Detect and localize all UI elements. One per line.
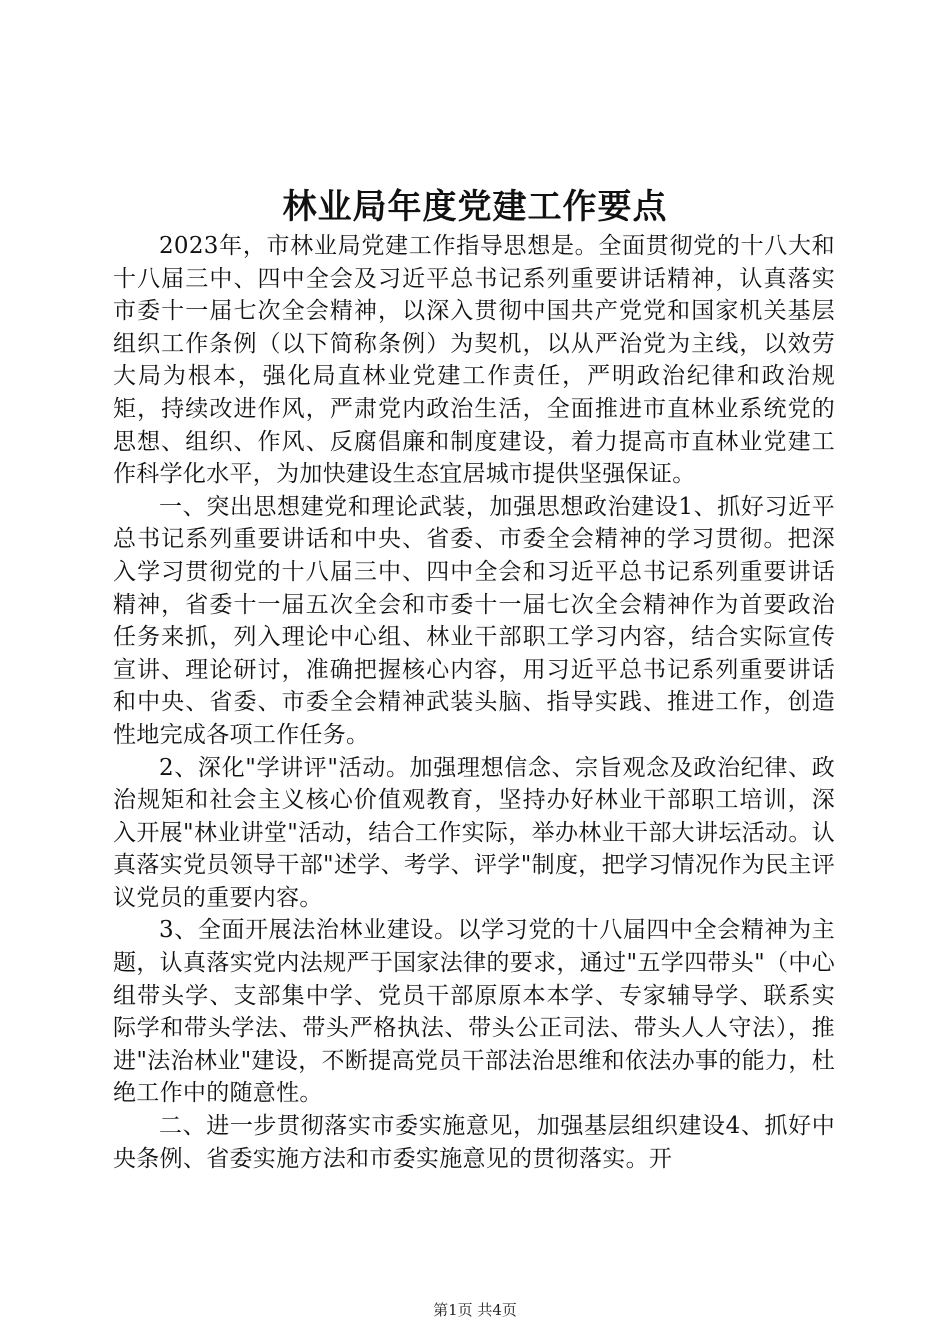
- paragraph-item-two: 2、深化"学讲评"活动。加强理想信念、宗旨观念及政治纪律、政治规矩和社会主义核心价值观教育，坚持办好林业干部职工培训，深入开展"林业讲堂"活动，结合工作实际，举办林业干部大讲坛活动。认真落实党员领导干部"述学、考学、评学"制度，把学习情况作为民主评议党员的重要内容。: [113, 754, 835, 911]
- paragraph-section-one: 一、突出思想建党和理论武装，加强思想政治建设1、抓好习近平总书记系列重要讲话和中央、省委、市委全会精神的学习贯彻。把深入学习贯彻党的十八届三中、四中全会和习近平总书记系列重要讲话精神，省委十一届五次全会和市委十一届七次全会精神作为首要政治任务来抓，列入理论中心组、林业干部职工学习内容，结合实际宣传宣讲、理论研讨，准确把握核心内容，用习近平总书记系列重要讲话和中央、省委、市委全会精神武装头脑、指导实践、推进工作，创造性地完成各项工作任务。: [113, 493, 835, 748]
- paragraph-section-two: 二、进一步贯彻落实市委实施意见，加强基层组织建设4、抓好中央条例、省委实施方法和市委实施意见的贯彻落实。开: [113, 1113, 835, 1172]
- document-body: [113, 230, 835, 1175]
- paragraph-item-three: 3、全面开展法治林业建设。以学习党的十八届四中全会精神为主题，认真落实党内法规严于国家法律的要求，通过"五学四带头"（中心组带头学、支部集中学、党员干部原原本本学、专家辅导学、联系实际学和带头学法、带头严格执法、带头公正司法、带头人人守法），推进"法治林业"建设，不断提高党员干部法治思维和依法办事的能力，杜绝工作中的随意性。: [113, 917, 835, 1107]
- paragraph-guiding-thought: 2023年，市林业局党建工作指导思想是。全面贯彻党的十八大和十八届三中、四中全会及习近平总书记系列重要讲话精神，认真落实市委十一届七次全会精神，以深入贯彻中国共产党党和国家机关基层组织工作条例（以下简称条例）为契机，以从严治党为主线，以效劳大局为根本，强化局直林业党建工作责任，严明政治纪律和政治规矩，持续改进作风，严肃党内政治生活，全面推进市直林业系统党的思想、组织、作风、反腐倡廉和制度建设，着力提高市直林业党建工作科学化水平，为加快建设生态宜居城市提供坚强保证。: [113, 233, 835, 488]
- page-number: 第1页 共4页: [433, 1301, 517, 1319]
- document-title: 林业局年度党建工作要点: [282, 187, 668, 227]
